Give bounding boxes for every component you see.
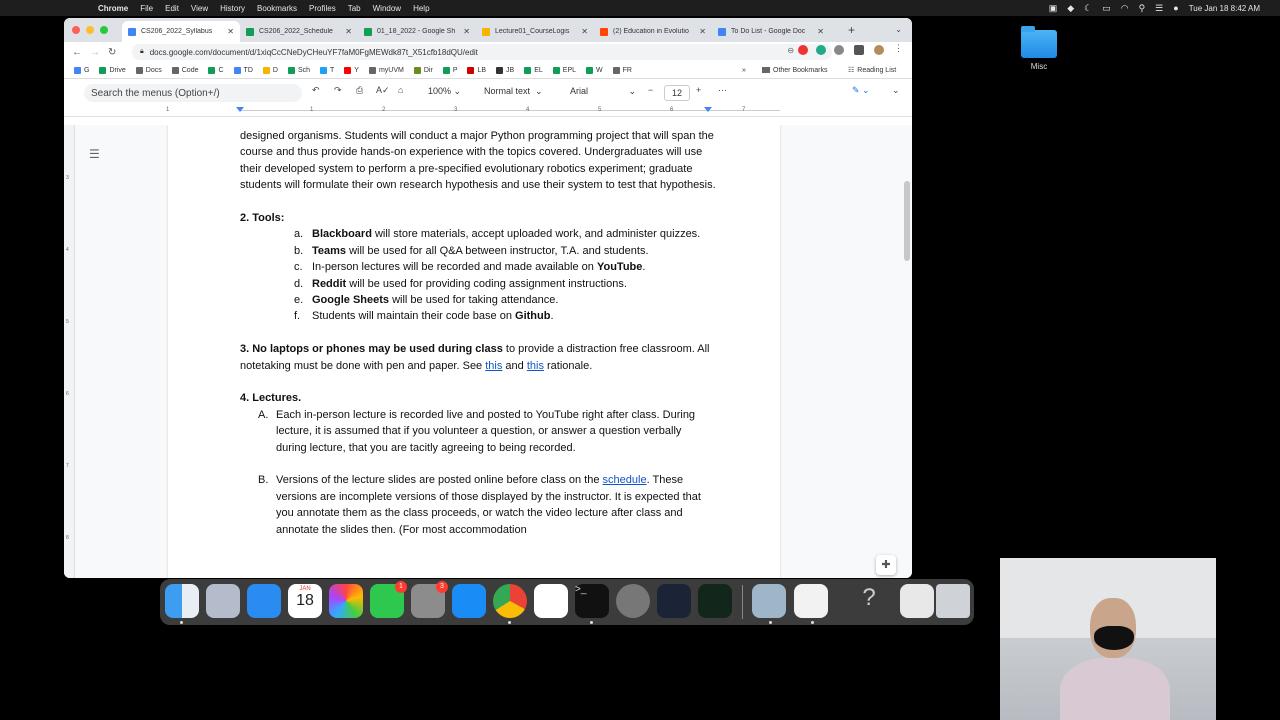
tab-search-chevron-icon[interactable]: ⌄: [895, 25, 902, 34]
other-bookmarks-folder[interactable]: [762, 62, 827, 78]
tool-name: Github: [515, 310, 551, 323]
reading-list-label: Reading List: [857, 66, 897, 74]
style-select[interactable]: Normal text ⌄: [484, 86, 543, 96]
bookmark-item[interactable]: [172, 67, 199, 74]
bookmark-item[interactable]: [414, 67, 433, 74]
tab-favicon-icon: [364, 28, 372, 36]
tool-list-num: e.: [294, 294, 304, 307]
downloads-stack-icon[interactable]: [900, 584, 934, 618]
more-options-icon[interactable]: ⋯: [718, 85, 727, 95]
browser-tab[interactable]: [122, 21, 240, 42]
spellcheck-icon[interactable]: A✓: [376, 85, 390, 95]
bookmark-item[interactable]: [344, 67, 359, 74]
running-indicator: [508, 621, 511, 624]
bookmark-favicon-icon: [414, 67, 421, 74]
bookmark-label: EPL: [562, 66, 577, 74]
bookmark-label: Docs: [145, 66, 162, 74]
document-page[interactable]: [168, 125, 780, 578]
terminal-icon[interactable]: >_: [575, 584, 609, 618]
document-outline-icon[interactable]: ☰: [89, 147, 100, 161]
facetime-icon[interactable]: [370, 584, 404, 618]
bookmark-item[interactable]: [234, 67, 253, 74]
menu-profiles[interactable]: Profiles: [309, 3, 336, 13]
undo-icon[interactable]: ↶: [312, 85, 320, 95]
zoom-icon[interactable]: ⊖: [787, 46, 795, 55]
tab-favicon-icon: [128, 28, 136, 36]
tool-name: Google Sheets: [312, 294, 390, 307]
vertical-ruler-tick: 5: [66, 319, 69, 325]
bookmark-item[interactable]: [443, 67, 458, 74]
browser-toolbar: [64, 42, 912, 62]
editing-mode-pencil-icon[interactable]: ✎ ⌄: [852, 85, 870, 95]
bookmark-label: G: [84, 66, 90, 74]
bookmark-favicon-icon: [613, 67, 620, 74]
menu-clock[interactable]: Tue Jan 18 8:42 AM: [1188, 3, 1260, 13]
menu-help[interactable]: Help: [413, 3, 430, 13]
document-area: [64, 125, 912, 578]
tools-list: [240, 226, 720, 324]
tool-list-item[interactable]: [294, 276, 720, 292]
laptops-paragraph[interactable]: [240, 341, 720, 374]
bookmark-favicon-icon: [320, 67, 327, 74]
bookmark-item[interactable]: [467, 67, 486, 74]
ruler-tick: 1: [310, 107, 314, 113]
lock-icon[interactable]: 🔒︎: [140, 48, 144, 55]
ruler-tick: 2: [382, 107, 386, 113]
tool-text: will be used for all Q&A between instructor, T.A. and students.: [346, 244, 649, 257]
tab-title: To Do List - Google Doc: [731, 28, 806, 35]
profile-avatar[interactable]: [874, 45, 884, 55]
bookmarks-bar: [64, 62, 912, 79]
menu-edit[interactable]: Edit: [165, 3, 179, 13]
browser-tab[interactable]: [712, 21, 830, 42]
bookmark-label: Y: [354, 66, 359, 74]
browser-tab[interactable]: [240, 21, 358, 42]
trash-icon[interactable]: [936, 584, 970, 618]
bookmark-item[interactable]: [288, 67, 310, 74]
bookmark-favicon-icon: [74, 67, 81, 74]
tool-name: Teams: [312, 244, 347, 257]
settings-badge: 3: [436, 581, 448, 593]
bookmark-label: D: [272, 66, 278, 74]
url-text[interactable]: docs.google.com/document/d/1xiqCcCNeDyCHeuYF7faM0FgMEWdk87t_X51cfb18dQU/edit: [149, 47, 478, 57]
menu-search-input[interactable]: Search the menus (Option+/): [84, 84, 302, 102]
bookmark-item[interactable]: [263, 67, 278, 74]
moon-icon[interactable]: ☾: [1084, 2, 1093, 13]
tool-list-num: a.: [294, 228, 304, 241]
lecture-item-b-rest: . These versions are incomplete versions of those displayed by the instructor. It is expected that you annotate them as the class proceeds, or watch the video lecture after class and annotate the slides then. (For most accommodation: [276, 474, 701, 536]
bookmark-item[interactable]: [496, 67, 514, 74]
ruler-tick: 4: [526, 107, 530, 113]
bookmark-favicon-icon: [344, 67, 351, 74]
font-select[interactable]: Arial ⌄: [570, 86, 637, 96]
tools-heading-text: 2. Tools:: [240, 212, 285, 225]
menu-file[interactable]: File: [140, 3, 154, 13]
vertical-ruler-tick: 6: [66, 391, 69, 397]
tab-title: 01_18_2022 - Google Sh: [377, 28, 456, 35]
obs-icon[interactable]: [657, 584, 691, 618]
wifi-icon[interactable]: ◠: [1120, 2, 1129, 13]
bookmark-favicon-icon: [172, 67, 179, 74]
macos-menu-bar: [0, 0, 1280, 16]
bookmark-item[interactable]: [369, 67, 404, 74]
window-controls: [72, 26, 108, 34]
tab-favicon-icon: [718, 28, 726, 36]
ruler-active-area: [240, 110, 780, 115]
tab-title: CS206_2022_Syllabus: [141, 28, 213, 35]
lecture-item-a-text: Each in-person lecture is recorded live and posted to YouTube right after class. During lecture, it is assumed that if you volunteer a question, or answer a question verbally during lecture, that you are tacitly agreeing to being recorded.: [276, 408, 696, 454]
webcam-overlay: [1000, 558, 1216, 720]
bookmark-favicon-icon: [208, 67, 215, 74]
increase-font-size-button[interactable]: +: [696, 85, 702, 95]
ruler-tick: 6: [670, 107, 674, 113]
webcam-person: [1060, 598, 1170, 720]
new-tab-button[interactable]: +: [848, 23, 856, 37]
menu-app-chrome[interactable]: Chrome: [98, 3, 129, 13]
lectures-heading[interactable]: [240, 390, 720, 406]
tab-title: Lecture01_CourseLogis: [495, 28, 570, 35]
bookmark-favicon-icon: [263, 67, 270, 74]
macos-dock: [160, 579, 974, 625]
tool-list-num: b.: [294, 244, 304, 257]
this-link-2[interactable]: this: [526, 359, 544, 372]
browser-tab[interactable]: [594, 21, 712, 42]
bookmark-label: Code: [181, 66, 199, 74]
tool-list-item[interactable]: [294, 243, 720, 259]
bookmark-item[interactable]: [586, 67, 603, 74]
calendar-month: JAN: [299, 586, 311, 592]
tab-favicon-icon: [600, 28, 608, 36]
tool-text: .: [550, 310, 554, 323]
bookmark-favicon-icon: [496, 67, 503, 74]
font-size-input[interactable]: 12: [664, 85, 690, 101]
bookmark-label: Dir: [423, 66, 433, 74]
address-bar[interactable]: [132, 44, 832, 60]
ruler-tick: 7: [742, 107, 746, 113]
lecture-item-b[interactable]: [240, 472, 706, 538]
horizontal-ruler[interactable]: [64, 107, 912, 117]
rationale-text: rationale.: [543, 359, 593, 372]
browser-tab[interactable]: [358, 21, 476, 42]
folder-icon: [762, 67, 770, 73]
bookmark-favicon-icon: [553, 67, 560, 74]
bookmark-label: EL: [534, 66, 543, 74]
intro-paragraph[interactable]: designed organisms. Students will conduct a major Python programming project that will span the course and thus provide hands-on experience with the topics covered. Undergraduates will use their developed system to perform a pre-specified evolutionary robotics experiment; graduate students will formulate their own research hypothesis and use their system to test that hypothesis.: [240, 130, 716, 192]
bookmarks-overflow-button[interactable]: »: [742, 66, 746, 74]
close-tab-icon[interactable]: ✕: [345, 27, 352, 36]
bookmark-favicon-icon: [99, 67, 106, 74]
bookmark-label: TD: [243, 66, 253, 74]
tool-text: will store materials, accept uploaded work, and administer quizzes.: [371, 228, 701, 241]
calendar-icon[interactable]: [288, 584, 322, 618]
textedit-icon[interactable]: [794, 584, 828, 618]
tool-list-item[interactable]: [294, 292, 720, 308]
bookmark-label: Drive: [109, 66, 126, 74]
running-indicator: [769, 621, 772, 624]
vertical-ruler-tick: 3: [66, 175, 69, 181]
bookmark-label: C: [218, 66, 224, 74]
browser-tab[interactable]: [476, 21, 594, 42]
menu-history[interactable]: History: [220, 3, 246, 13]
zoom-select[interactable]: 100% ⌄: [428, 86, 462, 96]
tab-strip: [64, 18, 912, 42]
decrease-font-size-button[interactable]: −: [648, 85, 654, 95]
menu-window[interactable]: Window: [372, 3, 402, 13]
extension-icon[interactable]: [816, 45, 826, 55]
lecture-item-b-num: B.: [258, 474, 269, 487]
right-indent-marker[interactable]: [704, 107, 712, 112]
running-indicator: [180, 621, 183, 624]
close-window-button[interactable]: [72, 26, 80, 34]
paint-format-icon[interactable]: ⌂: [398, 85, 404, 95]
style-value: Normal text: [484, 86, 531, 96]
app-store-icon[interactable]: [452, 584, 486, 618]
chrome-window: [64, 18, 912, 578]
bookmark-item[interactable]: [74, 67, 89, 74]
bookmark-favicon-icon: [524, 67, 531, 74]
bookmark-label: FR: [622, 66, 632, 74]
lecture-item-a[interactable]: [240, 407, 700, 456]
laptops-bold-text: 3. No laptops or phones may be used during class: [240, 343, 503, 356]
menu-bookmarks[interactable]: Bookmarks: [257, 3, 298, 13]
close-tab-icon[interactable]: ✕: [581, 27, 588, 36]
preview-document-icon[interactable]: [752, 584, 786, 618]
chrome-menu-icon[interactable]: ⋮: [894, 43, 903, 53]
vertical-ruler-tick: 7: [66, 463, 69, 469]
lectures-heading-text: 4. Lectures.: [240, 392, 302, 405]
tool-text-pre: In-person lectures will be recorded and made available on: [312, 261, 597, 274]
chrome-dock-icon[interactable]: [493, 584, 527, 618]
tool-list-item[interactable]: [294, 226, 720, 242]
docs-toolbar: [64, 79, 912, 107]
this-link-1[interactable]: this: [485, 359, 503, 372]
document-content[interactable]: [240, 125, 720, 538]
tool-list-item[interactable]: [294, 308, 720, 324]
folder-icon: [1021, 30, 1057, 58]
tool-name: Blackboard: [312, 228, 372, 241]
zoom-window-button[interactable]: [100, 26, 108, 34]
bookmark-label: P: [452, 66, 458, 74]
person-face-mask: [1094, 626, 1134, 650]
menu-view[interactable]: View: [190, 3, 209, 13]
bookmark-favicon-icon: [467, 67, 474, 74]
back-button[interactable]: ←: [72, 46, 82, 58]
spotlight-search-icon[interactable]: ⚲: [1138, 2, 1146, 13]
bookmark-item[interactable]: [613, 67, 632, 74]
photos-icon[interactable]: [329, 584, 363, 618]
activity-monitor-icon[interactable]: [698, 584, 732, 618]
tool-text: will be used for taking attendance.: [389, 294, 559, 307]
bookmark-label: JB: [506, 66, 515, 74]
bookmark-item[interactable]: [136, 67, 162, 74]
close-tab-icon[interactable]: ✕: [227, 27, 234, 36]
forward-button[interactable]: →: [90, 46, 100, 58]
vertical-ruler-tick: 8: [66, 535, 69, 541]
bookmark-label: T: [330, 66, 335, 74]
tool-name: Reddit: [312, 277, 347, 290]
bookmark-favicon-icon: [586, 67, 593, 74]
and-text: and: [502, 359, 527, 372]
tab-title: (2) Education in Evolutio: [613, 28, 689, 35]
close-tab-icon[interactable]: ✕: [463, 27, 470, 36]
person-shirt: [1060, 658, 1170, 720]
folder-label: Misc: [1030, 62, 1048, 71]
close-tab-icon[interactable]: ✕: [699, 27, 706, 36]
bookmark-favicon-icon: [136, 67, 143, 74]
minimize-window-button[interactable]: [86, 26, 94, 34]
redo-icon[interactable]: ↷: [334, 85, 342, 95]
bookmark-item[interactable]: [553, 67, 576, 74]
battery-icon[interactable]: ▭: [1102, 2, 1111, 13]
ruler-tick: 1: [166, 107, 170, 113]
close-tab-icon[interactable]: ✕: [817, 27, 824, 36]
running-indicator: [811, 621, 814, 624]
add-comment-icon[interactable]: ✚: [876, 555, 896, 575]
lecture-item-b-pre: Versions of the lecture slides are posted online before class on the: [276, 474, 603, 487]
slack-icon[interactable]: [534, 584, 568, 618]
siri-icon[interactable]: ●: [1173, 3, 1179, 13]
bookmark-favicon-icon: [369, 67, 376, 74]
tool-list-num: c.: [294, 261, 303, 274]
dock-separator: [742, 585, 743, 619]
bookmark-favicon-icon: [234, 67, 241, 74]
print-icon[interactable]: ⎙: [356, 85, 364, 95]
zoom-value: 100%: [428, 86, 452, 96]
reading-list-icon: ☷: [848, 67, 855, 74]
lecture-item-a-num: A.: [258, 408, 269, 421]
tool-name: YouTube: [596, 261, 643, 274]
tool-text-pre: Students will maintain their code base on: [312, 310, 516, 323]
reload-button[interactable]: ↻: [108, 46, 117, 58]
bookmark-label: Sch: [297, 66, 311, 74]
bookmark-label: myUVM: [378, 66, 404, 74]
running-indicator: [590, 621, 593, 624]
collapse-toolbar-chevron-icon[interactable]: ⌄: [892, 85, 900, 95]
help-question-icon[interactable]: ?: [862, 584, 876, 611]
bookmark-item[interactable]: [99, 67, 125, 74]
tool-text: will be used for providing coding assignment instructions.: [346, 277, 627, 290]
menu-tab[interactable]: Tab: [347, 3, 361, 13]
control-center-icon[interactable]: ☰: [1155, 2, 1164, 13]
tool-list-num: d.: [294, 277, 304, 290]
bookmark-item[interactable]: [524, 67, 543, 74]
left-indent-marker[interactable]: [236, 107, 244, 112]
font-value: Arial: [570, 86, 589, 96]
screen-record-icon[interactable]: ▣: [1048, 2, 1058, 13]
launchpad-icon[interactable]: [206, 584, 240, 618]
tools-heading[interactable]: [240, 210, 720, 226]
desktop-folder-misc[interactable]: [1018, 30, 1060, 71]
tab-favicon-icon: [246, 28, 254, 36]
schedule-link[interactable]: schedule: [602, 474, 647, 487]
ruler-tick: 3: [454, 107, 458, 113]
other-bookmarks-label: Other Bookmarks: [773, 66, 828, 74]
tool-list-item[interactable]: [294, 259, 720, 275]
motion-app-icon[interactable]: [616, 584, 650, 618]
laptops-text: to provide a distraction free classroom. All notetaking must be done with pen and paper. See: [240, 343, 710, 372]
finder-icon[interactable]: [165, 584, 199, 618]
bookmark-item[interactable]: [320, 67, 334, 74]
shield-extension-icon[interactable]: [834, 45, 844, 55]
adblock-extension-icon[interactable]: [798, 45, 808, 55]
bookmark-favicon-icon: [288, 67, 295, 74]
vertical-ruler[interactable]: [64, 125, 75, 578]
mail-icon[interactable]: [247, 584, 281, 618]
reading-list-button[interactable]: [848, 62, 896, 78]
tab-title: CS206_2022_Schedule: [259, 28, 333, 35]
bookmark-item[interactable]: [208, 67, 223, 74]
tool-list-num: f.: [294, 310, 301, 323]
system-preferences-icon[interactable]: [411, 584, 445, 618]
vertical-scrollbar[interactable]: [904, 181, 910, 261]
bookmark-label: LB: [477, 66, 487, 74]
ruler-tick: 5: [598, 107, 602, 113]
bookmark-favicon-icon: [443, 67, 450, 74]
calendar-day: 18: [296, 592, 314, 609]
vertical-ruler-tick: 4: [66, 247, 69, 253]
tool-text: .: [642, 261, 646, 274]
extensions-puzzle-icon[interactable]: [854, 45, 864, 55]
bookmark-label: W: [596, 66, 603, 74]
facetime-badge: 1: [395, 581, 407, 593]
tab-favicon-icon: [482, 28, 490, 36]
dropbox-icon[interactable]: ◆: [1067, 2, 1075, 13]
